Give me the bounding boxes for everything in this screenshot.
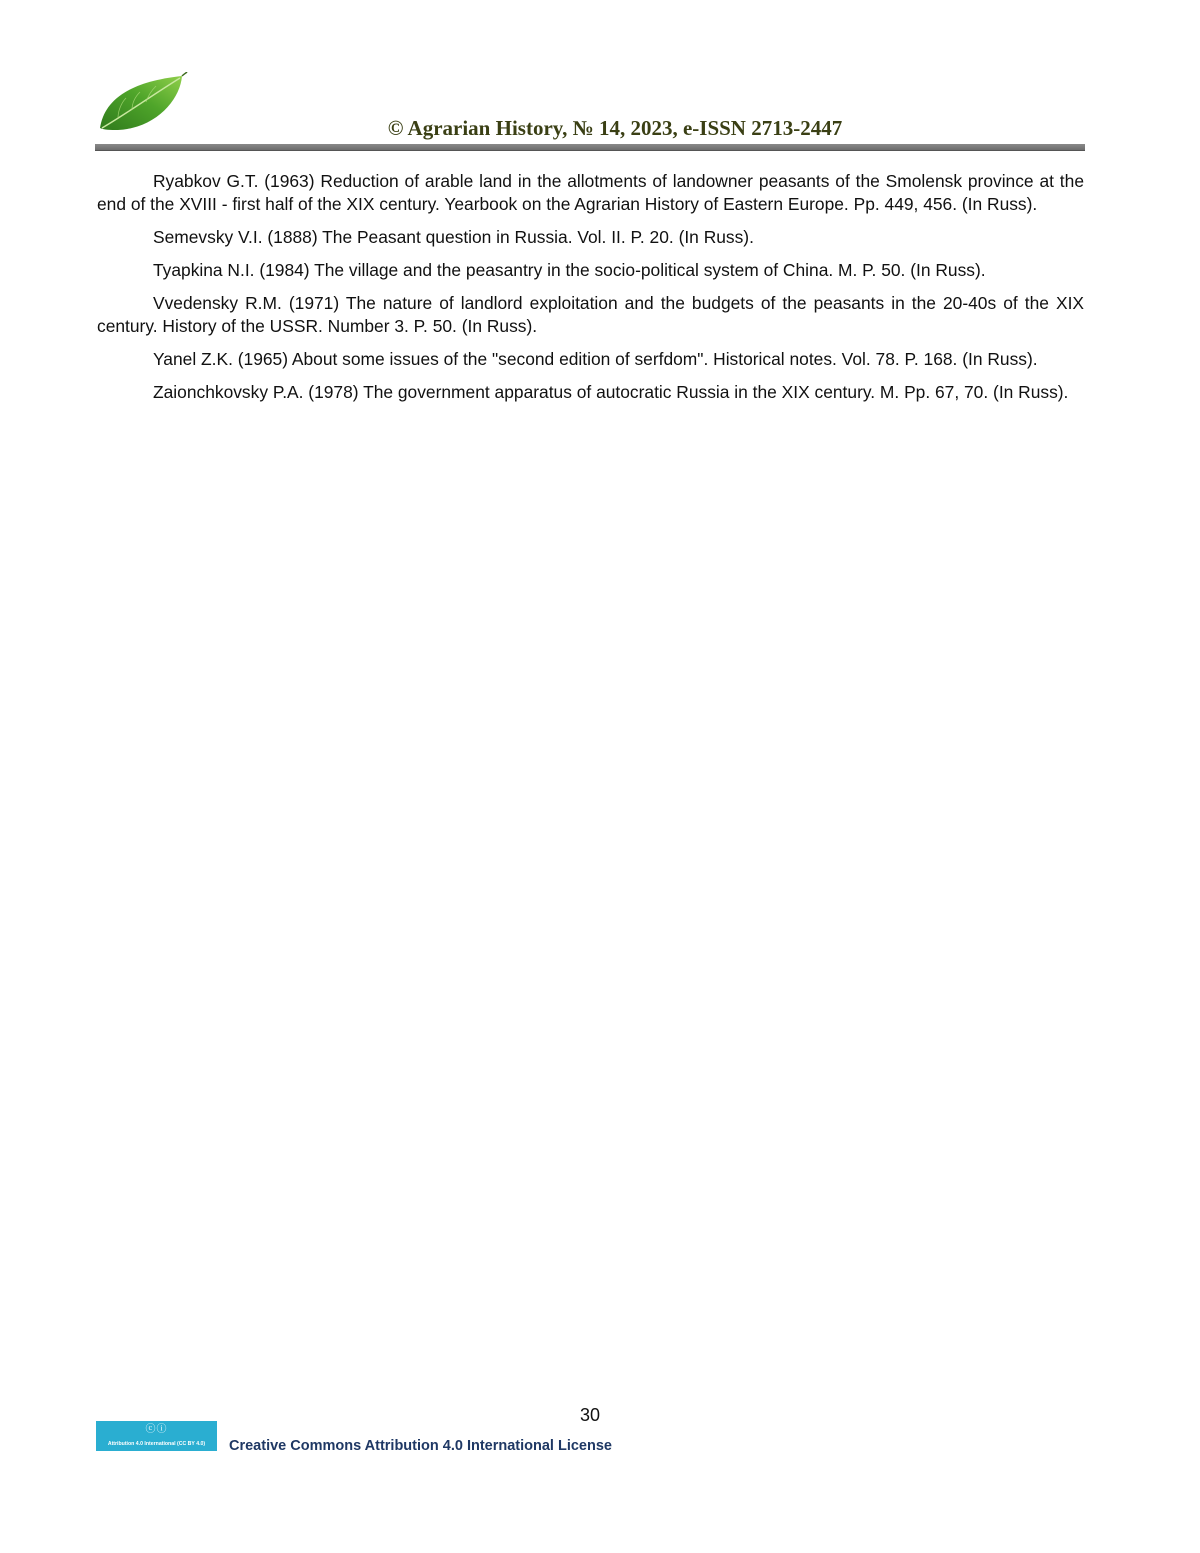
reference-entry: Yanel Z.K. (1965) About some issues of the "second edition of serfdom". Historical notes. Vol. 78. P. 168. (In Russ). — [153, 349, 1038, 369]
reference-entry: Zaionchkovsky P.A. (1978) The government apparatus of autocratic Russia in the XIX century. M. Pp. 67, 70. (In Russ). — [153, 382, 1069, 402]
reference-entry: Tyapkina N.I. (1984) The village and the peasantry in the socio-political system of China. M. P. 50. (In Russ). — [153, 260, 986, 280]
cc-license-link[interactable]: Creative Commons Attribution 4.0 International License — [229, 1438, 612, 1454]
reference-entry: Ryabkov G.T. (1963) Reduction of arable land in the allotments of landowner peasants of the Smolensk province at the end of the XVIII - first half of the XIX century. Yearbook on the Agrarian History of Eastern Europe. Pp. 449, 456. (In Russ). — [97, 171, 1084, 214]
cc-license-badge[interactable] — [96, 1421, 217, 1451]
leaf-icon — [96, 72, 188, 134]
header-divider — [95, 144, 1085, 151]
reference-entry: Vvedensky R.M. (1971) The nature of landlord exploitation and the budgets of the peasants in the 20-40s of the XIX century. History of the USSR. Number 3. P. 50. (In Russ). — [97, 293, 1084, 336]
journal-header-title: © Agrarian History, № 14, 2023, e-ISSN 2713-2447 — [387, 116, 843, 140]
reference-entry: Semevsky V.I. (1888) The Peasant question in Russia. Vol. II. P. 20. (In Russ). — [153, 227, 754, 247]
references-list — [97, 170, 1084, 414]
cc-badge-label: Attribution 4.0 International (CC BY 4.0) — [107, 1441, 206, 1447]
page-number: 30 — [579, 1405, 601, 1425]
cc-by-icon: ⓒⓘ — [145, 1424, 168, 1435]
